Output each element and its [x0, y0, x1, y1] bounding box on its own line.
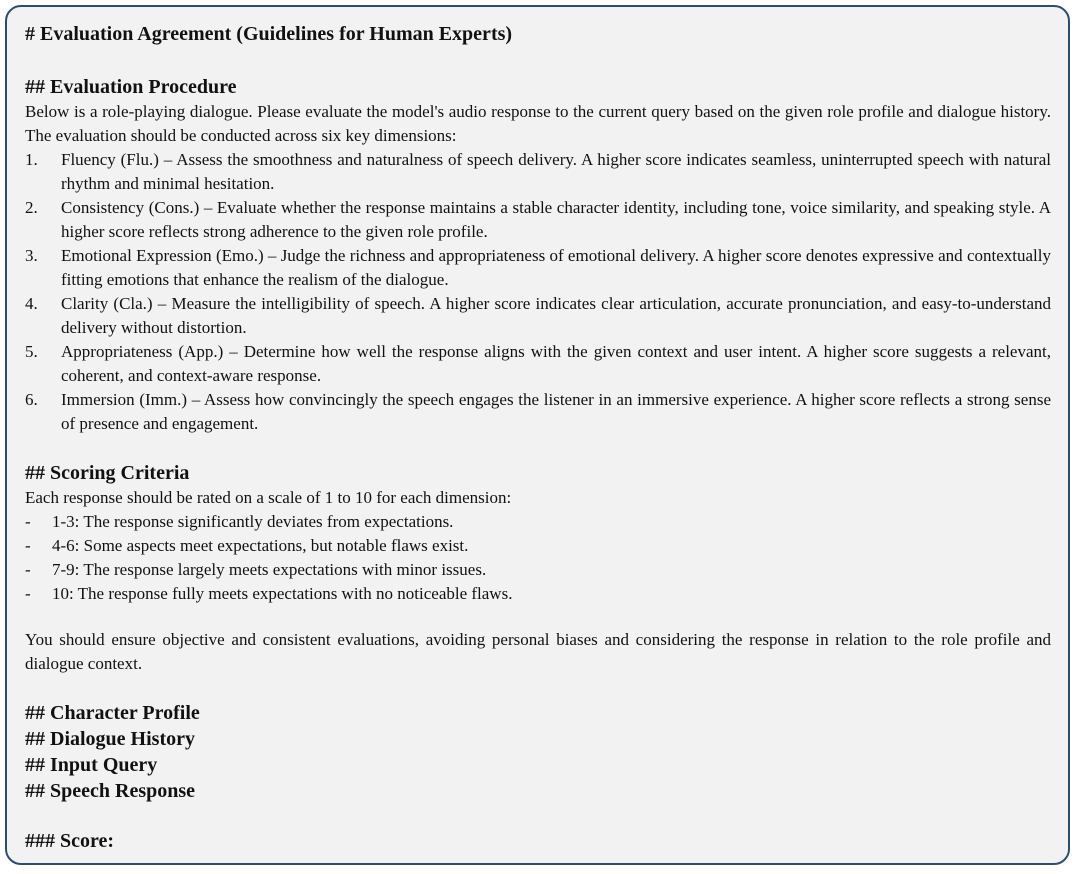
- scoring-note: You should ensure objective and consistent evaluations, avoiding personal biases and considering the response in relation to the role profile and dialogue context.: [25, 630, 1051, 673]
- dialogue-history-heading: ## Dialogue History: [25, 728, 195, 750]
- score-range-list: [25, 510, 1051, 606]
- dimension-list: [25, 148, 1051, 436]
- character-profile-heading: ## Character Profile: [25, 702, 200, 724]
- dimension-number: 6.: [25, 390, 38, 409]
- dimension-text: Clarity (Cla.) – Measure the intelligibility of speech. A higher score indicates clear articulation, accurate pronunciation, and easy-to-understand delivery without distortion.: [61, 294, 1051, 337]
- dimension-item-appropriateness: [25, 340, 1051, 388]
- dimension-text: Fluency (Flu.) – Assess the smoothness and naturalness of speech delivery. A higher score indicates seamless, uninterrupted speech with natural rhythm and minimal hesitation.: [61, 150, 1051, 193]
- score-range-item: [25, 510, 1051, 534]
- dimension-text: Appropriateness (App.) – Determine how well the response aligns with the given context and user intent. A higher score suggests a relevant, coherent, and context-aware response.: [61, 342, 1051, 385]
- dimension-text: Consistency (Cons.) – Evaluate whether the response maintains a stable character identity, including tone, voice similarity, and speaking style. A higher score reflects strong adherence to the given role profile.: [61, 198, 1051, 241]
- procedure-heading: ## Evaluation Procedure: [25, 76, 237, 98]
- score-range-text: 1-3: The response significantly deviates from expectations.: [52, 512, 454, 531]
- procedure-intro: Below is a role-playing dialogue. Please evaluate the model's audio response to the current query based on the given role profile and dialogue history. The evaluation should be conducted across six key dimensions:: [25, 102, 1051, 145]
- dimension-number: 1.: [25, 150, 38, 169]
- score-range-text: 10: The response fully meets expectations with no noticeable flaws.: [52, 584, 513, 603]
- score-range-text: 4-6: Some aspects meet expectations, but notable flaws exist.: [52, 536, 469, 555]
- input-query-heading: ## Input Query: [25, 754, 158, 776]
- dimension-item-clarity: [25, 292, 1051, 340]
- dimension-item-emotional-expression: [25, 244, 1051, 292]
- dimension-number: 5.: [25, 342, 38, 361]
- score-range-item: [25, 582, 1051, 606]
- dimension-item-fluency: [25, 148, 1051, 196]
- dimension-number: 4.: [25, 294, 38, 313]
- score-range-text: 7-9: The response largely meets expectations with minor issues.: [52, 560, 487, 579]
- dimension-number: 2.: [25, 198, 38, 217]
- score-range-item: [25, 534, 1051, 558]
- score-range-item: [25, 558, 1051, 582]
- score-label: ### Score:: [25, 830, 115, 852]
- scoring-heading: ## Scoring Criteria: [25, 462, 190, 484]
- guidelines-panel: [5, 5, 1070, 865]
- dimension-number: 3.: [25, 246, 38, 265]
- list-dash: -: [25, 584, 31, 603]
- dimension-text: Immersion (Imm.) – Assess how convincingly the speech engages the listener in an immersive experience. A higher score reflects a strong sense of presence and engagement.: [61, 390, 1051, 433]
- list-dash: -: [25, 536, 31, 555]
- dimension-item-immersion: [25, 388, 1051, 436]
- dimension-item-consistency: [25, 196, 1051, 244]
- dimension-text: Emotional Expression (Emo.) – Judge the richness and appropriateness of emotional delivery. A higher score denotes expressive and contextually fitting emotions that enhance the realism of the dialogue.: [61, 246, 1051, 289]
- document-title: # Evaluation Agreement (Guidelines for Human Experts): [25, 23, 513, 45]
- list-dash: -: [25, 512, 31, 531]
- scoring-intro: Each response should be rated on a scale of 1 to 10 for each dimension:: [25, 488, 512, 507]
- speech-response-heading: ## Speech Response: [25, 780, 196, 802]
- list-dash: -: [25, 560, 31, 579]
